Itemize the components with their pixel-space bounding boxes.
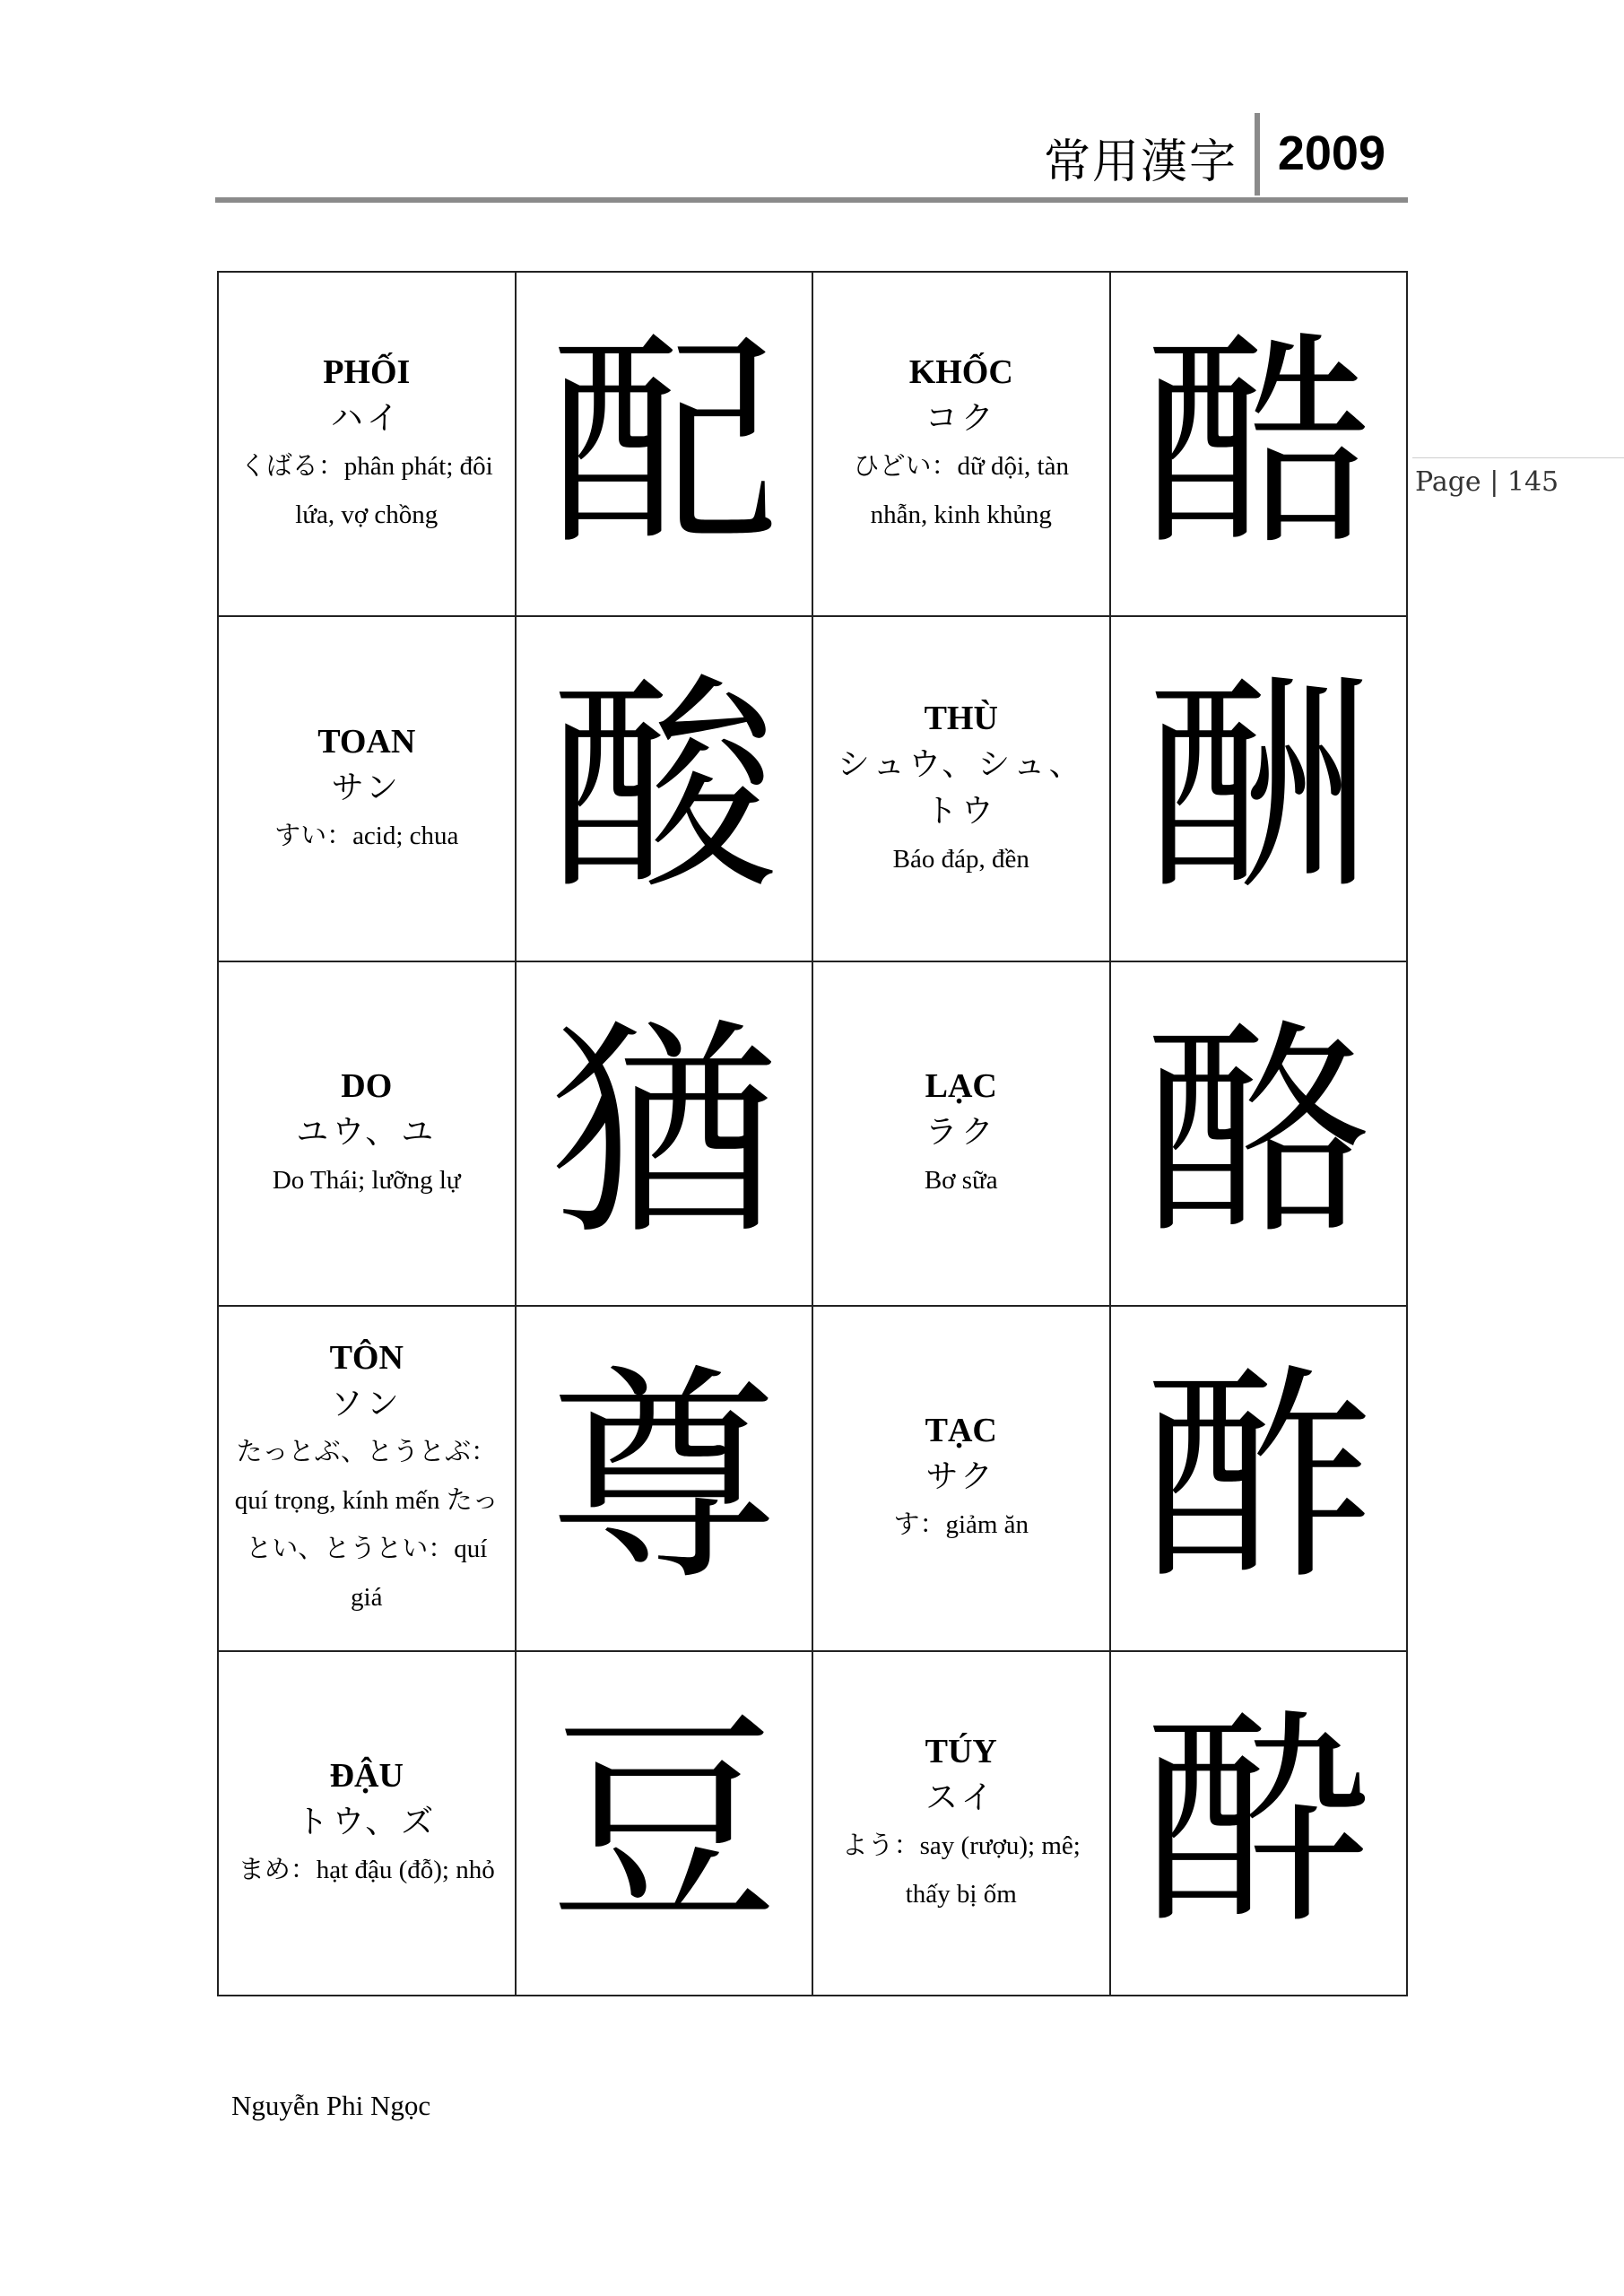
kanji-info-cell [813,273,1111,617]
onyomi-reading: ラク [925,1113,997,1151]
meaning-text: Bơ sữa [924,1165,998,1195]
page-number-rule [1412,457,1624,458]
kanji-character: 酬 [1143,656,1373,923]
hanviet-reading: THÙ [924,699,998,737]
kanji-glyph-cell [1111,1652,1409,1996]
kanji-info-cell [813,617,1111,961]
hanviet-reading: KHỐC [908,353,1013,392]
kanji-glyph-cell [1111,273,1409,617]
onyomi-reading: トウ、ズ [296,1803,438,1840]
kanji-glyph-cell [517,1652,814,1996]
kanji-info-cell [219,962,517,1307]
kanji-info-cell [219,617,517,961]
kanji-info-cell [813,1307,1111,1651]
kanji-character: 酸 [549,656,778,923]
kanji-glyph-cell [517,273,814,617]
kanji-glyph-cell [1111,617,1409,961]
kanji-character: 豆 [549,1690,778,1957]
kanji-info-cell [219,1307,517,1651]
hanviet-reading: TẠC [925,1412,997,1450]
kanji-character: 酢 [1143,1344,1373,1612]
kanji-character: 酪 [1143,1000,1373,1267]
kanji-glyph-cell [1111,962,1409,1307]
kanji-table [217,271,1408,1996]
kanji-info-cell [219,273,517,617]
meaning-text: す：giảm ăn [893,1510,1029,1540]
onyomi-reading: サク [925,1458,997,1496]
meaning-text: Do Thái; lưỡng lự [272,1165,461,1195]
kanji-info-cell [813,1652,1111,1996]
hanviet-reading: TOAN [317,722,416,761]
kanji-glyph-cell [517,617,814,961]
onyomi-reading: シュウ、シュ、トウ [837,745,1085,830]
kanji-glyph-cell [517,1307,814,1651]
onyomi-reading: スイ [925,1779,997,1816]
onyomi-reading: サン [331,769,402,806]
kanji-character: 配 [549,310,778,578]
kanji-character: 酷 [1143,310,1373,578]
header-year: 2009 [1277,126,1385,180]
onyomi-reading: ソン [330,1386,403,1423]
page-number: Page | 145 [1415,466,1559,498]
header-rule [215,197,1408,203]
header-title: 常用漢字 [1043,135,1238,189]
meaning-text: くばる：phân phát; đôi lứa, vợ chồng [239,452,493,530]
hanviet-reading: ĐẬU [329,1756,404,1795]
hanviet-reading: TÔN [329,1339,404,1378]
onyomi-reading: ハイ [330,400,403,438]
meaning-text: Báo đáp, đền [892,844,1029,874]
onyomi-reading: ユウ、ユ [296,1113,438,1151]
meaning-text: たっとぶ、とうとぶ：quí trọng, kính mến たっとい、とうとい：quí giá [234,1438,499,1613]
footer-author: Nguyễn Phi Ngọc [231,2090,431,2121]
kanji-glyph-cell [517,962,814,1307]
header-separator [1255,113,1260,196]
kanji-character: 猶 [549,1000,778,1267]
meaning-text: まめ：hạt đậu (đỗ); nhỏ [238,1855,495,1884]
hanviet-reading: DO [341,1066,393,1105]
onyomi-reading: コク [925,400,997,438]
kanji-glyph-cell [1111,1307,1409,1651]
meaning-text: すい：acid; chua [274,821,459,850]
page-header [215,108,1408,206]
meaning-text: よう：say (rượu); mê; thấy bị ốm [841,1831,1081,1909]
hanviet-reading: LẠC [925,1066,997,1105]
meaning-text: ひどい：dữ dội, tàn nhẫn, kinh khủng [853,452,1069,530]
kanji-character: 尊 [549,1344,778,1612]
hanviet-reading: TÚY [925,1732,997,1770]
kanji-info-cell [219,1652,517,1996]
hanviet-reading: PHỐI [323,353,411,392]
kanji-info-cell [813,962,1111,1307]
kanji-character: 酔 [1143,1690,1373,1957]
